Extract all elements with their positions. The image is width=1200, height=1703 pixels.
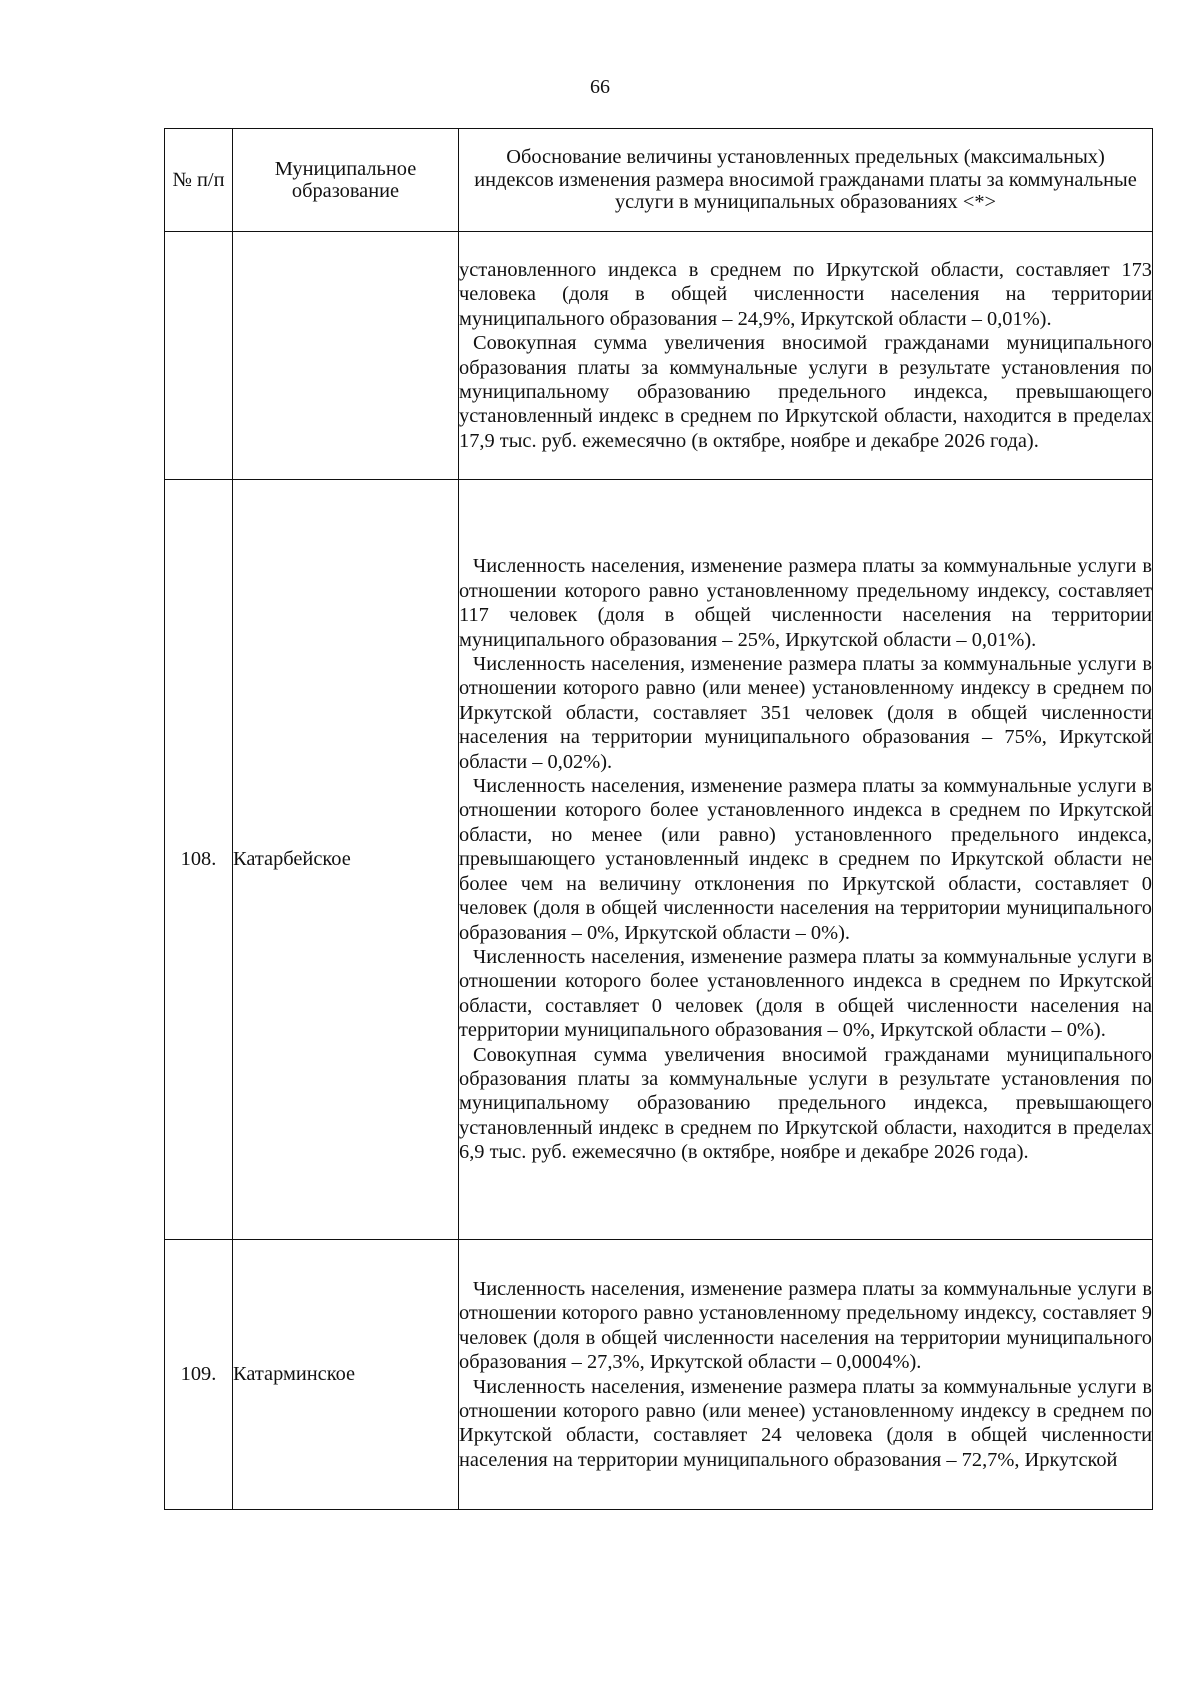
paragraph: Численность населения, изменение размера платы за коммунальные услуги в отношении которого равно (или менее) установленному индексу в среднем по Иркутской области, составляет 24 человека (доля в общей численности населения на территории муниципального образования – 72,7%, Иркутской [459, 1375, 1152, 1471]
header-number: № п/п [165, 129, 233, 232]
row-justification [459, 480, 1153, 1240]
paragraph: Численность населения, изменение размера платы за коммунальные услуги в отношении которого более установленного индекса в среднем по Иркутской области, но менее (или равно) установленного предельного индекса, превышающего установленный индекс в среднем по Иркутской области не более чем на величину отклонения по Иркутской области, составляет 0 человек (доля в общей численности населения на территории муниципального образования – 0%, Иркутской области – 0%). [459, 775, 1152, 944]
paragraph: Совокупная сумма увеличения вносимой гражданами муниципального образования платы за коммунальные услуги в результате установления по муниципальному образованию предельного индекса, превышающего установленный индекс в среднем по Иркутской области, находится в пределах 17,9 тыс. руб. ежемесячно (в октябре, ноябре и декабре 2026 года). [459, 332, 1152, 452]
row-municipality: Катарбейское [233, 480, 459, 1240]
row-municipality [233, 232, 459, 480]
page-number: 66 [590, 76, 610, 98]
row-number [165, 232, 233, 480]
tariff-justification-table [164, 128, 1153, 1510]
paragraph: установленного индекса в среднем по Иркутской области, составляет 173 человека (доля в общей численности населения на территории муниципального образования – 24,9%, Иркутской области – 0,01%). [459, 258, 1152, 330]
paragraph: Численность населения, изменение размера платы за коммунальные услуги в отношении которого равно установленному предельному индексу, составляет 117 человек (доля в общей численности населения на территории муниципального образования – 25%, Иркутской области – 0,01%). [459, 555, 1152, 651]
paragraph: Численность населения, изменение размера платы за коммунальные услуги в отношении которого равно установленному предельному индексу, составляет 9 человек (доля в общей численности населения на территории муниципального образования – 27,3%, Иркутской области – 0,0004%). [459, 1277, 1152, 1374]
row-number: 108. [165, 480, 233, 1240]
table-header-row [165, 129, 1153, 232]
paragraph: Численность населения, изменение размера платы за коммунальные услуги в отношении которого равно (или менее) установленному индексу в среднем по Иркутской области, составляет 351 человек (доля в общей численности населения на территории муниципального образования – 75%, Иркутской области – 0,02%). [459, 653, 1152, 773]
header-justification: Обоснование величины установленных предельных (максимальных) индексов изменения размера вносимой гражданами платы за коммунальные услуги в муниципальных образованиях <*> [459, 129, 1153, 232]
paragraph: Совокупная сумма увеличения вносимой гражданами муниципального образования платы за коммунальные услуги в результате установления по муниципальному образованию предельного индекса, превышающего установленный индекс в среднем по Иркутской области, находится в пределах 6,9 тыс. руб. ежемесячно (в октябре, ноябре и декабре 2026 года). [459, 1043, 1152, 1164]
header-municipality: Муниципальное образование [233, 129, 459, 232]
row-number: 109. [165, 1240, 233, 1510]
row-municipality: Катарминское [233, 1240, 459, 1510]
table-row [165, 232, 1153, 480]
table-row [165, 1240, 1153, 1510]
paragraph: Численность населения, изменение размера платы за коммунальные услуги в отношении которого более установленного индекса в среднем по Иркутской области, составляет 0 человек (доля в общей численности населения на территории муниципального образования – 0%, Иркутской области – 0%). [459, 945, 1152, 1042]
table-row [165, 480, 1153, 1240]
row-justification [459, 1240, 1153, 1510]
row-justification [459, 232, 1153, 480]
